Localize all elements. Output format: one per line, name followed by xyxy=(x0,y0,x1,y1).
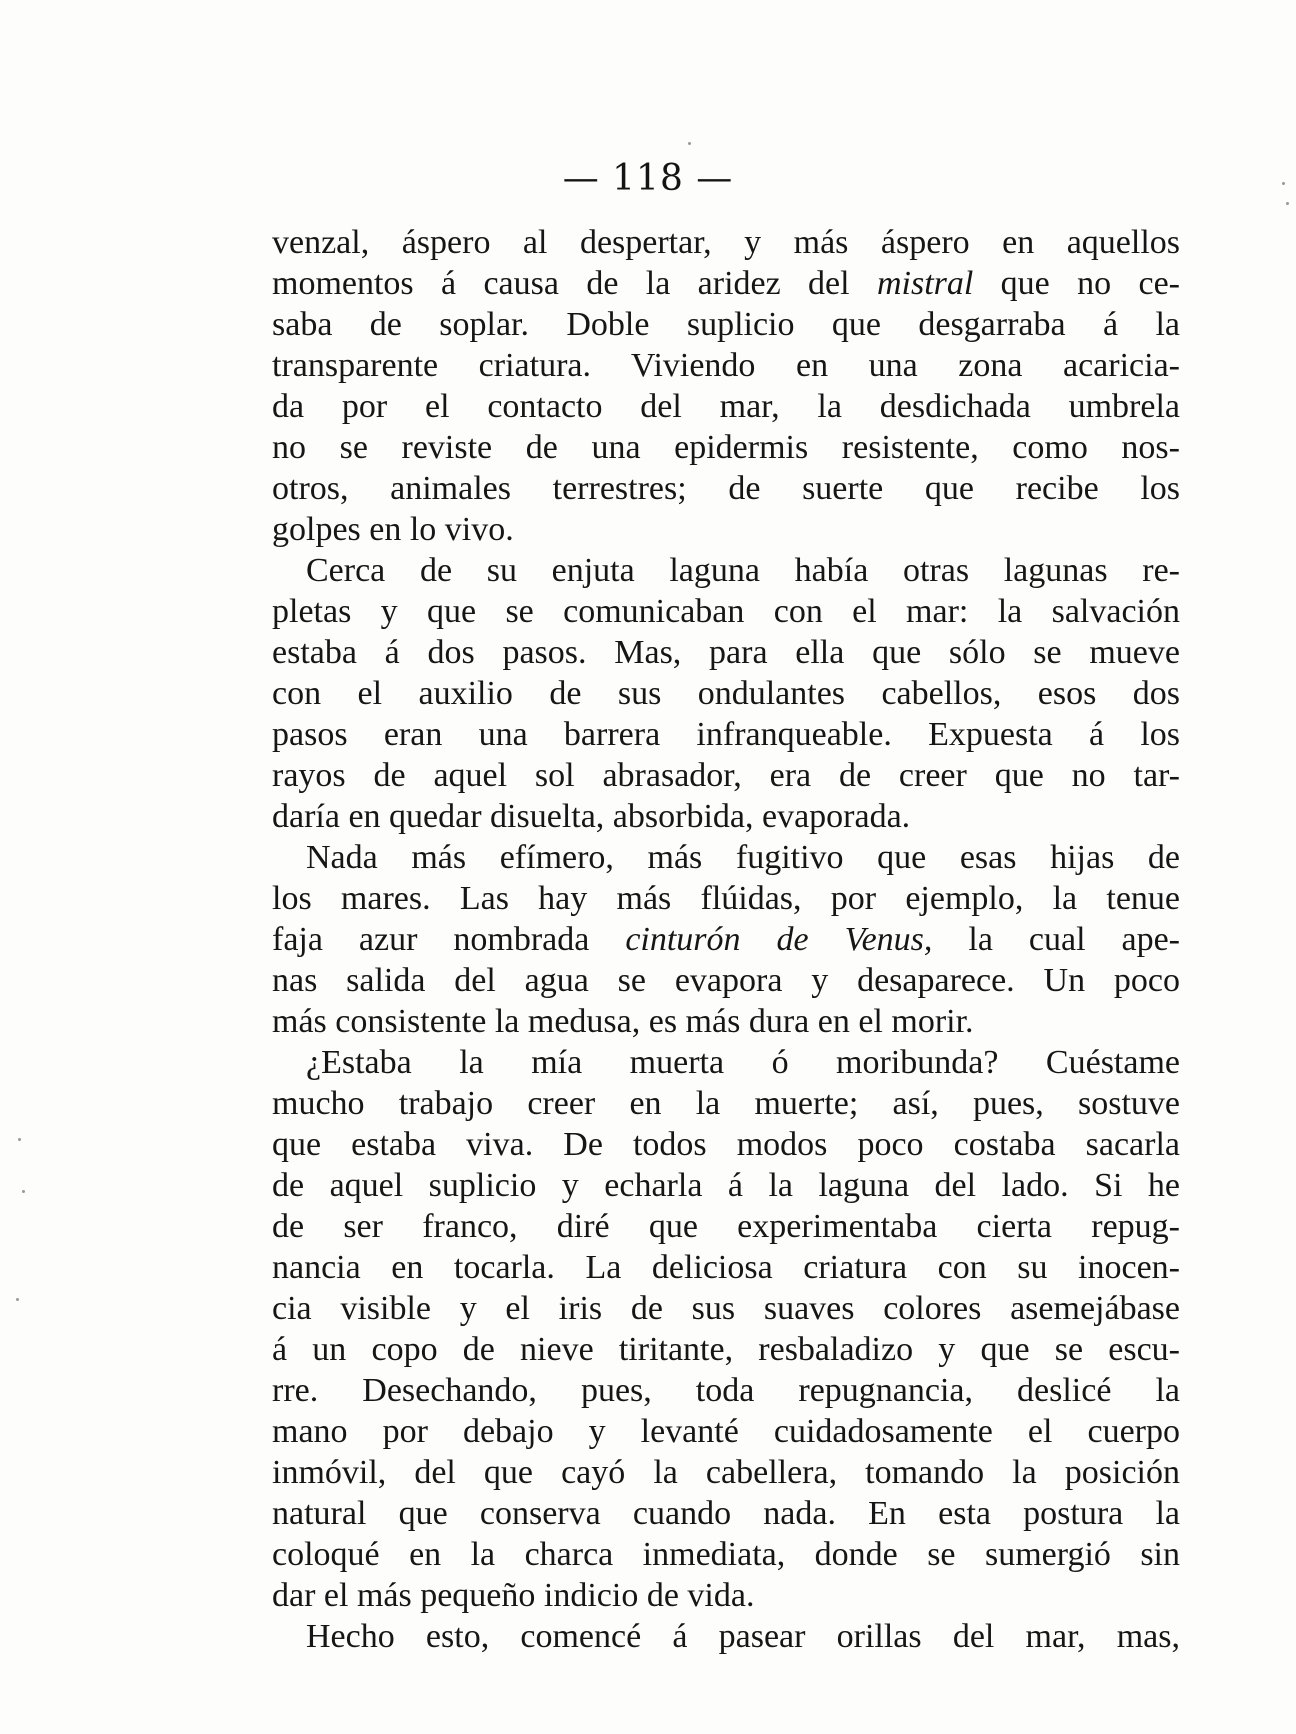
text-line: Hecho esto, comencé á pasear orillas del mar, mas, xyxy=(306,1618,1180,1655)
text-line: de aquel suplicio y echarla á la laguna del lado. Si he xyxy=(272,1167,1180,1204)
text-line: pasos eran una barrera infranqueable. Expuesta á los xyxy=(272,716,1180,753)
text-line: momentos á causa de la aridez del mistral que no ce- xyxy=(272,265,1180,302)
text-line: Cerca de su enjuta laguna había otras lagunas re- xyxy=(306,552,1180,589)
scan-speck xyxy=(18,1138,21,1141)
text-line: pletas y que se comunicaban con el mar: la salvación xyxy=(272,593,1180,630)
text-line: nas salida del agua se evapora y desaparece. Un poco xyxy=(272,962,1180,999)
text-line: inmóvil, del que cayó la cabellera, tomando la posición xyxy=(272,1454,1180,1491)
text-line: más consistente la medusa, es más dura en el morir. xyxy=(272,1003,974,1040)
body-text xyxy=(272,222,1180,1657)
text-line: cia visible y el iris de sus suaves colores asemejábase xyxy=(272,1290,1180,1327)
italic-phrase: cinturón de Venus, xyxy=(625,921,933,958)
text-line: que estaba viva. De todos modos poco costaba sacarla xyxy=(272,1126,1180,1163)
text-line: daría en quedar disuelta, absorbida, evaporada. xyxy=(272,798,911,835)
scan-speck xyxy=(688,142,691,145)
text-line: con el auxilio de sus ondulantes cabellos, esos dos xyxy=(272,675,1180,712)
text-line: rre. Desechando, pues, toda repugnancia, deslicé la xyxy=(272,1372,1180,1409)
text-line: saba de soplar. Doble suplicio que desgarraba á la xyxy=(272,306,1180,343)
scan-speck xyxy=(22,1190,25,1193)
page-number: — 118 — xyxy=(562,158,734,199)
text-line: á un copo de nieve tiritante, resbaladizo y que se escu- xyxy=(272,1331,1180,1368)
scan-speck xyxy=(16,1298,19,1301)
text-line: rayos de aquel sol abrasador, era de creer que no tar- xyxy=(272,757,1180,794)
text-line: no se reviste de una epidermis resistente, como nos- xyxy=(272,429,1180,466)
text-line: otros, animales terrestres; de suerte que recibe los xyxy=(272,470,1180,507)
text-line: ¿Estaba la mía muerta ó moribunda? Cuéstame xyxy=(306,1044,1180,1081)
text-line: nancia en tocarla. La deliciosa criatura con su inocen- xyxy=(272,1249,1180,1286)
text-line: Nada más efímero, más fugitivo que esas hijas de xyxy=(306,839,1180,876)
scan-speck xyxy=(1282,182,1285,185)
text-line: transparente criatura. Viviendo en una zona acaricia- xyxy=(272,347,1180,384)
text-line: estaba á dos pasos. Mas, para ella que sólo se mueve xyxy=(272,634,1180,671)
text-line: coloqué en la charca inmediata, donde se sumergió sin xyxy=(272,1536,1180,1573)
text-line: los mares. Las hay más flúidas, por ejemplo, la tenue xyxy=(272,880,1180,917)
scan-speck xyxy=(1286,202,1289,205)
text-line: da por el contacto del mar, la desdichada umbrela xyxy=(272,388,1180,425)
text-line: golpes en lo vivo. xyxy=(272,511,514,548)
text-line: natural que conserva cuando nada. En esta postura la xyxy=(272,1495,1180,1532)
text-line: venzal, áspero al despertar, y más áspero en aquellos xyxy=(272,224,1180,261)
text-line: mano por debajo y levanté cuidadosamente el cuerpo xyxy=(272,1413,1180,1450)
text-line: dar el más pequeño indicio de vida. xyxy=(272,1577,755,1614)
text-line: de ser franco, diré que experimentaba cierta repug- xyxy=(272,1208,1180,1245)
text-line: faja azur nombrada cinturón de Venus, la cual ape- xyxy=(272,921,1180,958)
text-line: mucho trabajo creer en la muerte; así, pues, sostuve xyxy=(272,1085,1180,1122)
italic-word: mistral xyxy=(876,265,974,302)
